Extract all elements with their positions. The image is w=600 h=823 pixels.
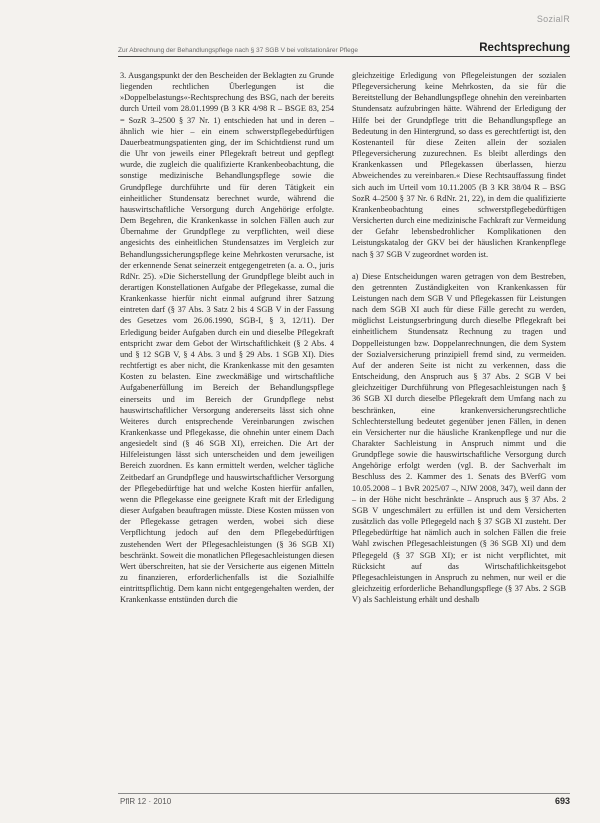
running-header [118, 40, 570, 54]
header-rule [118, 56, 570, 57]
right-paragraph-1: gleichzeitige Erledigung von Pflegeleistungen der sozialen Pflegeversicherung keine Mehrkosten, da sie für die Bereitstellung der Behandlungspflege ohnehin den vereinbarten Stundensatz aufzubringen hätte. Während der Erledigung der Hilfe bei der Grundpflege tritt die Behandlungspflege an Bedeutung in den Hintergrund, so dass es gerechtfertigt ist, den Kostenanteil für diese Zeiten allein der sozialen Pflegeversicherung zuzurechnen. Es bleibt allerdings den Krankenkassen und Pflegekassen überlassen, hierzu Abweichendes zu vereinbaren.« Diese Rechtsauffassung findet sich auch im Urteil vom 10.11.2005 (B 3 KR 38/04 R – BSG SozR 4–2500 § 37 Nr. 6 RdNr. 21, 22), in dem die qualifizierte Krankenbeobachtung eines schwerstpflegebedürftigen Versicherten durch eine medizinische Fachkraft zur Vermeidung der Gefahr lebensbedrohlicher Komplikationen den Leistungskatalog der GKV bei der häuslichen Krankenpflege nach § 37 SGB V zugeordnet worden ist. [352, 71, 566, 259]
right-column [352, 70, 566, 616]
footer-rule [118, 793, 570, 794]
left-paragraph-1: 3. Ausgangspunkt der den Bescheiden der Beklagten zu Grunde liegenden rechtlichen Überlegungen ist die »Doppelbelastungs«-Rechtsprechung des BSG, nach der bereits durch Urteil vom 28.01.1999 (B 3 KR 4/98 R – BSGE 83, 254 = SozR 3–2500 § 37 Nr. 1) entschieden hat und in deren – ähnlich wie hier – ein einem schwerstpflegebedürftigen Dauerbeatmungspatienten ging, der im Schichtdienst rund um die Uhr von jeweils einer Pflegekraft betreut und gepflegt wurde, die zugleich die qualifizierte Krankenbeobachtung, die sonstige medizinische Behandlungspflege sowie die Grundpflege durchführte und für deren Tätigkeit ein einheitlicher Stundensatz berechnet wurde, während die hauswirtschaftliche Versorgung durch Angehörige erfolgte. Dem Begehren, die Krankenkasse in solchen Fällen auch zur Übernahme der Grundpflege zu verpflichten, weil diese angesichts des einheitlichen Stundensatzes im Vergleich zur Behandlungssicherungspflege keine Mehrkosten verursache, ist der erkennende Senat seinerzeit entgegengetreten (a. a. O., juris RdNr. 25). »Die Sicherstellung der Grundpflege bleibt auch in derartigen Konstellationen Aufgabe der Pflegekasse, zumal die Krankenkasse hierfür nicht einmal aufgrund ihrer Satzung eintreten darf (§ 37 Abs. 3 Satz 2 bis 4 SGB V in der Fassung des Gesetzes vom 26.06.1990, SGB-I, § 3, 12/11). Der Erledigung beider Aufgaben durch ein und dieselbe Pflegekraft entspricht zwar dem Gebot der Wirtschaftlichkeit (§ 2 Abs. 4 und § 12 SGB V, § 4 Abs. 3 und § 29 Abs. 1 SGB XI). Dies rechtfertigt es aber nicht, die Krankenkasse mit den gesamten Kosten zu belasten. Eine zweckmäßige und wirtschaftliche Aufgabenerfüllung im Bereich der Behandlungspflege einerseits und im Bereich der Grundpflege nebst hauswirtschaftlicher Versorgung andererseits lässt sich ohne Weiteres durch entsprechende Vereinbarungen zwischen Krankenkasse und Pflegekasse, die ohnehin unter einem Dach angesiedelt sind (§ 46 SGB XI), erreichen. Die Art der Hilfeleistungen lässt sich unterscheiden und dem jeweiligen Bereich zuordnen. Es kann ermittelt werden, welcher tägliche Zeitbedarf an Grundpflege und hauswirtschaftlicher Versorgung der Pflegebedürftige hat und welche Kosten hierfür anfallen, wenn die Pflegekasse eine geeignete Kraft mit der Erledigung dieser Aufgaben beauftragen müsste. Diese Kosten müssen von der Pflegekasse getragen werden, wobei sich diese Verpflichtung jedoch auf den dem Pflegebedürftigen zustehenden Wert der Pflegesachleistungen (§ 36 SGB XI) beschränkt. Soweit die monatlichen Pflegesachleistungen diesen Wert überschreiten, hat sie der Versicherte aus eigenen Mitteln zu finanzieren, erforderlichenfalls ist die Sozialhilfe eintrittspflichtig. Dem kann nicht entgegengehalten werden, der Krankenkasse entstünden durch die [120, 71, 334, 605]
right-paragraph-2: a) Diese Entscheidungen waren getragen von dem Bestreben, den getrennten Zuständigkeiten von Krankenkassen für Leistungen nach dem SGB V und Pflegekassen für Leistungen nach dem SGB XI auch für diese Fälle gerecht zu werden, möglichst Leistungserbringung durch dieselbe Pflegekraft bei einheitlichem Stundensatz Rechnung zu tragen und Doppelleistungen bzw. Doppelanrechnungen, die dem System der Sozialversicherung prinzipiell fremd sind, zu vermeiden. Auf der anderen Seite ist nicht zu verkennen, dass die Entscheidung, den Anspruch aus § 37 Abs. 2 SGB V bei gleichzeitiger Durchführung von Pflegesachleistungen nach § 36 SGB XI durch dieselbe Pflegekraft dem Umfang nach zu beschränken, eine krankenversicherungsrechtliche Schlechterstellung bedeutet gegenüber jenen Fällen, in denen ein Versicherter nur die häusliche Krankenpflege und nur die Charakter Sachleistung in Anspruch nimmt und die Grundpflege sowie die hauswirtschaftliche Versorgung durch Angehörige erfolgt werden (vgl. B. der Sachverhalt im Beschluss des 2. Kammer des 1. Senats des BVerfG vom 10.05.2008 – 1 BvR 2025/07 –, NJW 2008, 347), weil dann der – in der Höhe nicht beschränkte – Anspruch aus § 37 Abs. 2 SGB V ungeschmälert zu erfüllen ist und dem Versicherten zusätzlich das volle Pflegegeld nach § 37 SGB XI zusteht. Der Pflegebedürftige hat nämlich auch in solchen Fällen die freie Wahl zwischen Pflegesachleistungen (§ 36 SGB XI) und dem Pflegegeld (§ 37 SGB XI); er ist nicht verpflichtet, mit Rücksicht auf das Wirtschaftlichkeitsgebot Pflegesachleistungen in Anspruch zu nehmen, nur weil er die gleichzeitig erforderliche Behandlungspflege (§ 37 Abs. 2 SGB V) als Sachleistung erhält und deshalb [352, 271, 566, 605]
section-label: SozialR [536, 14, 570, 24]
header-title: Rechtsprechung [479, 42, 570, 54]
header-note: Zur Abrechnung der Behandlungspflege nach § 37 SGB V bei vollstationärer Pflege [118, 47, 358, 54]
page-number: 693 [554, 796, 570, 806]
footer-journal: PflR 12 · 2010 [120, 797, 172, 806]
left-column [120, 70, 334, 617]
